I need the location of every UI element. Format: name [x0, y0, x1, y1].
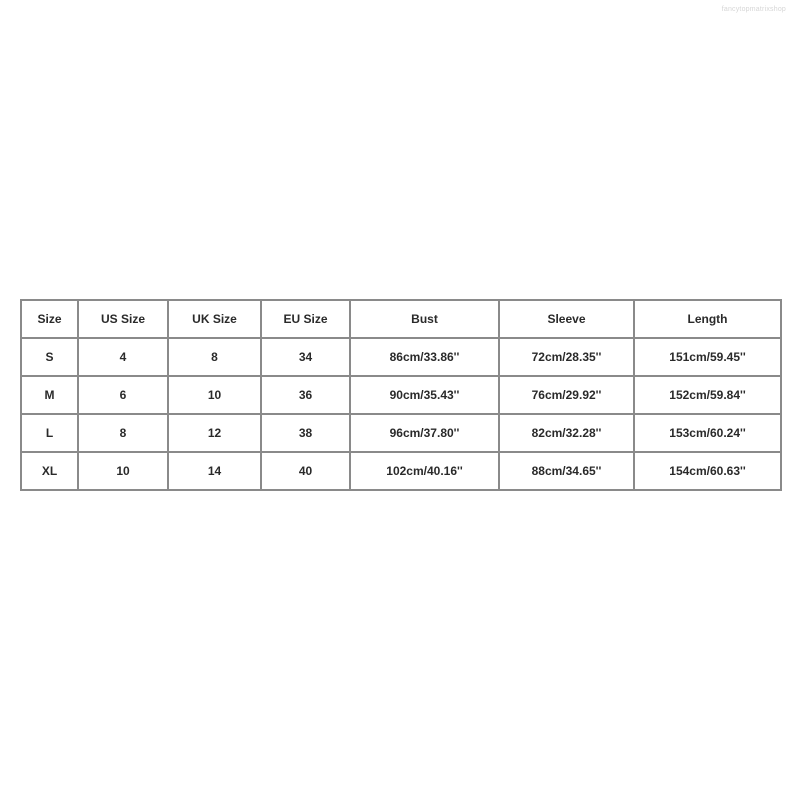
cell-size: S	[21, 338, 78, 376]
cell-sleeve: 76cm/29.92''	[499, 376, 634, 414]
cell-uk-size: 14	[168, 452, 261, 490]
header-us-size: US Size	[78, 300, 168, 338]
cell-eu-size: 40	[261, 452, 350, 490]
cell-us-size: 8	[78, 414, 168, 452]
header-bust: Bust	[350, 300, 499, 338]
header-uk-size: UK Size	[168, 300, 261, 338]
cell-uk-size: 12	[168, 414, 261, 452]
header-size: Size	[21, 300, 78, 338]
cell-uk-size: 10	[168, 376, 261, 414]
cell-length: 154cm/60.63''	[634, 452, 781, 490]
cell-sleeve: 72cm/28.35''	[499, 338, 634, 376]
cell-eu-size: 38	[261, 414, 350, 452]
cell-bust: 90cm/35.43''	[350, 376, 499, 414]
cell-bust: 96cm/37.80''	[350, 414, 499, 452]
cell-bust: 86cm/33.86''	[350, 338, 499, 376]
cell-us-size: 6	[78, 376, 168, 414]
header-eu-size: EU Size	[261, 300, 350, 338]
header-length: Length	[634, 300, 781, 338]
cell-sleeve: 88cm/34.65''	[499, 452, 634, 490]
cell-us-size: 4	[78, 338, 168, 376]
cell-uk-size: 8	[168, 338, 261, 376]
size-chart-table	[20, 299, 782, 491]
cell-size: XL	[21, 452, 78, 490]
table-row	[21, 452, 781, 490]
watermark-text: fancytopmatrixshop	[721, 6, 786, 13]
cell-size: L	[21, 414, 78, 452]
cell-us-size: 10	[78, 452, 168, 490]
cell-length: 151cm/59.45''	[634, 338, 781, 376]
cell-length: 153cm/60.24''	[634, 414, 781, 452]
cell-bust: 102cm/40.16''	[350, 452, 499, 490]
header-sleeve: Sleeve	[499, 300, 634, 338]
cell-size: M	[21, 376, 78, 414]
table-row	[21, 376, 781, 414]
cell-eu-size: 36	[261, 376, 350, 414]
cell-length: 152cm/59.84''	[634, 376, 781, 414]
header-row	[21, 300, 781, 338]
cell-eu-size: 34	[261, 338, 350, 376]
cell-sleeve: 82cm/32.28''	[499, 414, 634, 452]
table-row	[21, 414, 781, 452]
table-row	[21, 338, 781, 376]
